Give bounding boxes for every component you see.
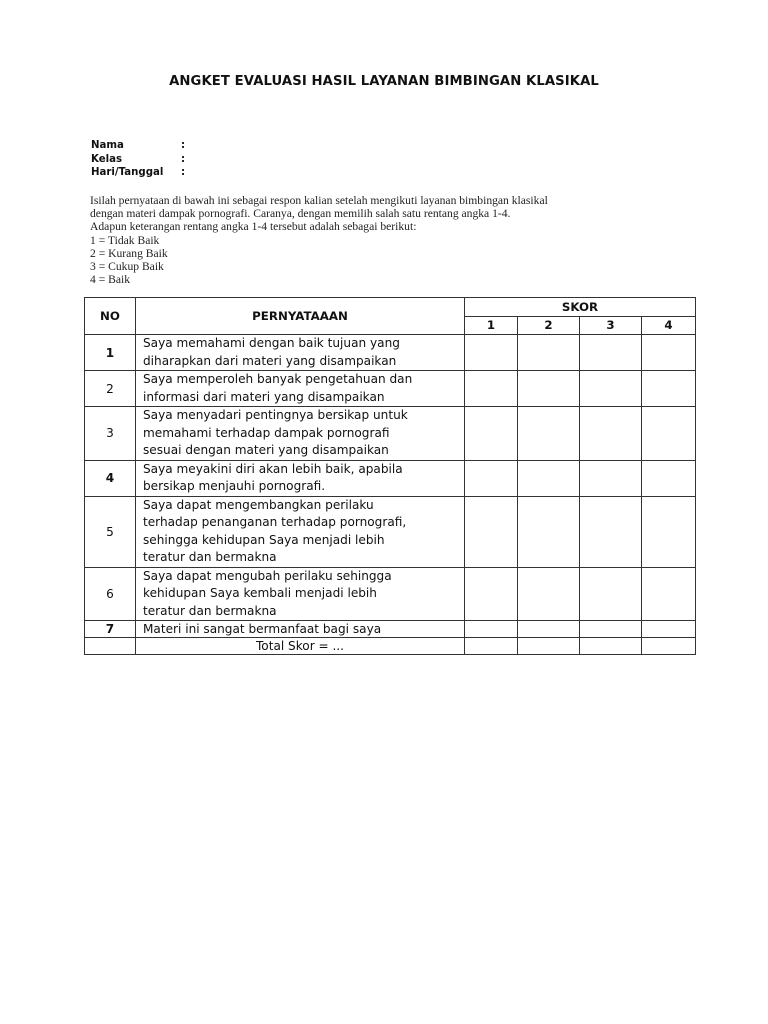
score-cell-3[interactable] xyxy=(580,496,642,567)
row-statement: Saya dapat mengubah perilaku sehingga kehidupan Saya kembali menjadi lebih teratur dan bermakna xyxy=(136,567,465,621)
score-cell-1[interactable] xyxy=(465,567,518,621)
identity-colon: : xyxy=(181,140,186,151)
identity-label: Nama xyxy=(91,140,124,151)
identity-section xyxy=(91,139,191,180)
scale-item: 4 = Baik xyxy=(90,273,131,287)
score-cell-1[interactable] xyxy=(465,621,518,638)
score-cell-3[interactable] xyxy=(580,407,642,461)
row-number: 2 xyxy=(85,371,136,407)
table-row xyxy=(85,371,696,407)
score-cell-1[interactable] xyxy=(465,371,518,407)
score-cell-4[interactable] xyxy=(642,371,696,407)
instruction-line: Adapun keterangan rentang angka 1-4 tersebut adalah sebagai berikut: xyxy=(90,220,417,234)
score-cell-4[interactable] xyxy=(642,621,696,638)
header-score-3: 3 xyxy=(580,316,642,335)
score-cell-3[interactable] xyxy=(580,335,642,371)
header-score-1: 1 xyxy=(465,316,518,335)
page-title: ANGKET EVALUASI HASIL LAYANAN BIMBINGAN KLASIKAL xyxy=(169,74,599,89)
table-row xyxy=(85,567,696,621)
scale-item: 2 = Kurang Baik xyxy=(90,246,168,260)
total-score-label: Total Skor = ... xyxy=(136,638,465,655)
total-score-cell-4[interactable] xyxy=(642,638,696,655)
row-number: 5 xyxy=(85,496,136,567)
score-cell-4[interactable] xyxy=(642,496,696,567)
score-cell-2[interactable] xyxy=(518,621,580,638)
header-score-4: 4 xyxy=(642,316,696,335)
score-cell-1[interactable] xyxy=(465,496,518,567)
score-cell-2[interactable] xyxy=(518,567,580,621)
score-cell-2[interactable] xyxy=(518,496,580,567)
row-statement: Saya meyakini diri akan lebih baik, apabila bersikap menjauhi pornografi. xyxy=(136,460,465,496)
total-score-cell-1[interactable] xyxy=(465,638,518,655)
identity-row-name xyxy=(91,139,191,153)
row-number: 6 xyxy=(85,567,136,621)
instruction-line: Isilah pernyataan di bawah ini sebagai respon kalian setelah mengikuti layanan bimbingan klasikal xyxy=(90,194,548,207)
score-cell-4[interactable] xyxy=(642,335,696,371)
total-row xyxy=(85,638,696,655)
scale-item: 1 = Tidak Baik xyxy=(90,233,160,247)
header-statement: PERNYATAAAN xyxy=(136,298,465,335)
row-statement: Saya memperoleh banyak pengetahuan dan informasi dari materi yang disampaikan xyxy=(136,371,465,407)
total-score-cell-3[interactable] xyxy=(580,638,642,655)
scale-item: 3 = Cukup Baik xyxy=(90,260,164,274)
identity-row-class xyxy=(91,153,191,167)
score-cell-2[interactable] xyxy=(518,407,580,461)
score-cell-2[interactable] xyxy=(518,460,580,496)
score-cell-1[interactable] xyxy=(465,407,518,461)
score-cell-2[interactable] xyxy=(518,335,580,371)
header-score-2: 2 xyxy=(518,316,580,335)
row-statement: Materi ini sangat bermanfaat bagi saya xyxy=(136,621,465,638)
table-row xyxy=(85,621,696,638)
score-cell-3[interactable] xyxy=(580,621,642,638)
score-cell-1[interactable] xyxy=(465,335,518,371)
row-number: 7 xyxy=(85,621,136,638)
row-statement: Saya dapat mengembangkan perilaku terhadap penanganan terhadap pornografi, sehingga kehidupan Saya menjadi lebih teratur dan bermakna xyxy=(136,496,465,567)
identity-row-date xyxy=(91,166,191,180)
identity-label: Hari/Tanggal xyxy=(91,167,164,178)
row-statement: Saya memahami dengan baik tujuan yang diharapkan dari materi yang disampaikan xyxy=(136,335,465,371)
row-statement: Saya menyadari pentingnya bersikap untuk memahami terhadap dampak pornografi sesuai dengan materi yang disampaikan xyxy=(136,407,465,461)
table-row xyxy=(85,407,696,461)
score-cell-1[interactable] xyxy=(465,460,518,496)
identity-label: Kelas xyxy=(91,153,123,165)
evaluation-table xyxy=(84,297,696,655)
table-header-row xyxy=(85,298,696,317)
table-row xyxy=(85,496,696,567)
score-cell-3[interactable] xyxy=(580,567,642,621)
header-score: SKOR xyxy=(465,298,696,317)
score-cell-4[interactable] xyxy=(642,567,696,621)
identity-colon: : xyxy=(181,167,186,178)
score-cell-3[interactable] xyxy=(580,460,642,496)
score-cell-2[interactable] xyxy=(518,371,580,407)
header-no: NO xyxy=(85,298,136,335)
row-number: 1 xyxy=(85,335,136,371)
score-cell-3[interactable] xyxy=(580,371,642,407)
instructions xyxy=(90,194,690,286)
row-number: 3 xyxy=(85,407,136,461)
total-score-cell-2[interactable] xyxy=(518,638,580,655)
total-empty-cell xyxy=(85,638,136,655)
table-row xyxy=(85,460,696,496)
score-cell-4[interactable] xyxy=(642,460,696,496)
instruction-line: dengan materi dampak pornografi. Caranya, dengan memilih salah satu rentang angka 1-4. xyxy=(90,207,511,221)
table-row xyxy=(85,335,696,371)
identity-colon: : xyxy=(181,153,186,165)
row-number: 4 xyxy=(85,460,136,496)
score-cell-4[interactable] xyxy=(642,407,696,461)
